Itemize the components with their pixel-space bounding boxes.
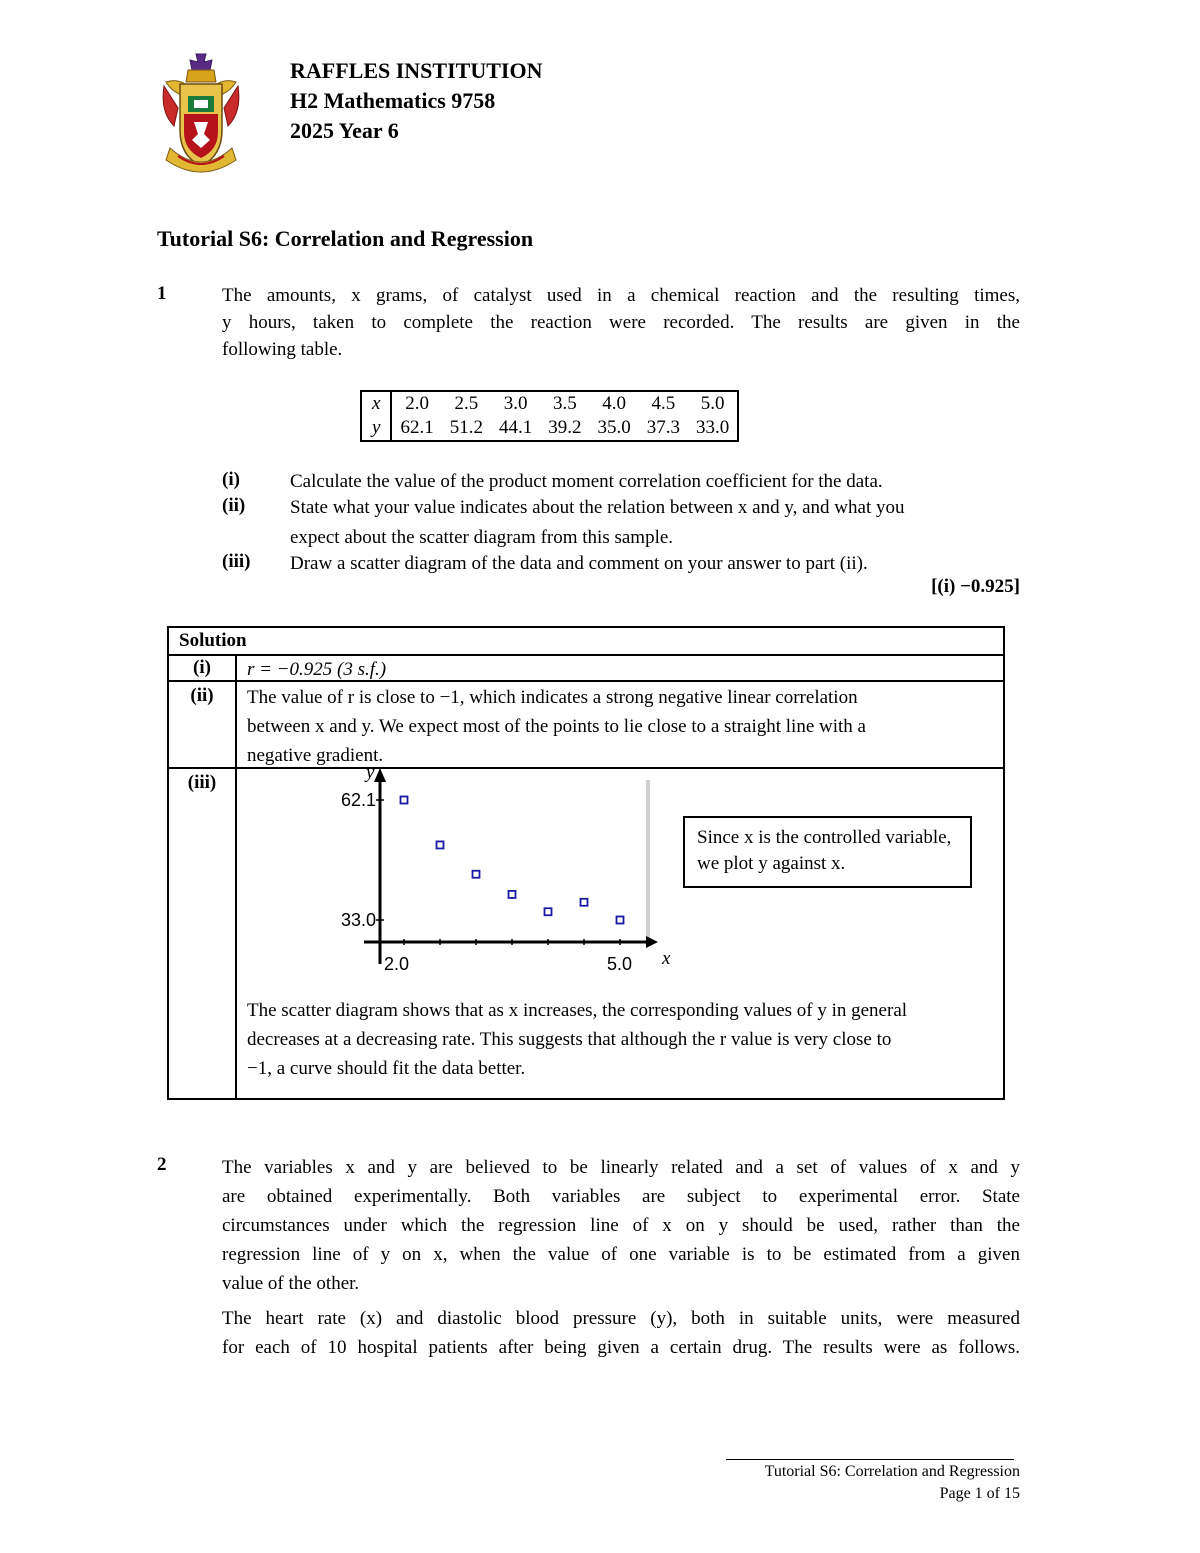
table-cell: 35.0	[597, 417, 631, 438]
part-i-label: (i)	[222, 469, 240, 490]
q2-line: circumstances under which the regression line of x on y should be used, rather than the	[222, 1215, 1020, 1236]
note-box: Since x is the controlled variable, we plot y against x.	[683, 816, 972, 888]
table-cell: 5.0	[700, 393, 725, 414]
academic-year: 2025 Year 6	[290, 118, 399, 143]
q2-line: value of the other.	[222, 1273, 360, 1294]
table-row-y	[361, 416, 738, 441]
part-i-text: Calculate the value of the product moment correlation coefficient for the data.	[290, 471, 883, 492]
solution-row-iii-label: (iii)	[187, 772, 217, 793]
q1-data-table	[360, 390, 739, 442]
table-cell: 4.0	[602, 393, 626, 414]
data-point	[473, 871, 480, 878]
q2-line: The variables x and y are believed to be linearly related and a set of values of x and y	[222, 1157, 1020, 1178]
solution-row-i-label: (i)	[193, 657, 211, 678]
data-point	[401, 797, 408, 804]
table-row-label: x	[361, 391, 391, 416]
solution-row-i-text: r = −0.925 (3 s.f.)	[247, 659, 387, 680]
solution-comment	[247, 996, 992, 1083]
solution-heading: Solution	[179, 630, 247, 651]
table-cell: 44.1	[498, 417, 533, 438]
question-2-number: 2	[157, 1154, 167, 1175]
data-point	[545, 908, 552, 915]
question-2-text	[222, 1153, 1020, 1362]
part-iii-text: Draw a scatter diagram of the data and comment on your answer to part (ii).	[290, 553, 868, 574]
crest-logo	[158, 52, 244, 180]
q2-line: are obtained experimentally. Both variables are subject to experimental error. State	[222, 1186, 1020, 1207]
x-axis-arrow	[646, 936, 658, 948]
q1-intro-line: y hours, taken to complete the reaction were recorded. The results are given in the	[222, 312, 1020, 333]
data-point	[509, 891, 516, 898]
table-row-x	[361, 391, 738, 416]
part-iii-label: (iii)	[222, 551, 251, 572]
part-ii-text: State what your value indicates about the relation between x and y, and what you	[290, 497, 905, 518]
data-point	[617, 917, 624, 924]
q1-intro-line: The amounts, x grams, of catalyst used in a chemical reaction and the resulting times,	[222, 285, 1020, 306]
part-ii-label: (ii)	[222, 495, 246, 516]
footer-title: Tutorial S6: Correlation and Regression	[764, 1463, 1020, 1480]
table-cell: 33.0	[695, 417, 730, 438]
part-ii-text-cont: expect about the scatter diagram from this sample.	[290, 527, 674, 548]
data-point	[581, 899, 588, 906]
table-cell: 2.5	[454, 393, 479, 414]
x-axis-label: x	[662, 948, 671, 969]
y-axis-arrow	[374, 768, 386, 782]
x-tick-label: 2.0	[384, 954, 410, 974]
solution-line: decreases at a decreasing rate. This suggests that although the r value is very close to	[247, 1029, 892, 1050]
q2-line: The heart rate (x) and diastolic blood pressure (y), both in suitable units, were measured	[222, 1308, 1020, 1329]
data-point	[437, 841, 444, 848]
solution-line: between x and y. We expect most of the points to lie close to a straight line with a	[247, 716, 866, 737]
solution-line: negative gradient.	[247, 745, 384, 766]
solution-line: −1, a curve should fit the data better.	[247, 1058, 526, 1079]
table-cell: 4.5	[651, 393, 676, 414]
table-cell: 51.2	[449, 417, 483, 438]
tutorial-title: Tutorial S6: Correlation and Regression	[157, 226, 534, 251]
solution-row-ii-label: (ii)	[190, 685, 214, 706]
table-cell: 37.3	[646, 417, 680, 438]
table-cell: 3.0	[503, 393, 528, 414]
y-tick-label: 62.1	[340, 790, 376, 810]
x-tick-label: 5.0	[606, 954, 632, 974]
solution-row-ii-text	[247, 683, 992, 770]
q1-answer: [(i) −0.925]	[931, 576, 1020, 597]
document-header	[290, 56, 542, 146]
footer-divider	[726, 1459, 1014, 1460]
institution-name: RAFFLES INSTITUTION	[290, 58, 543, 83]
q1-intro-line: following table.	[222, 339, 343, 360]
q2-line: regression line of y on x, when the value of one variable is to be estimated from a given	[222, 1244, 1020, 1265]
table-cell: 39.2	[548, 417, 582, 438]
table-cell: 2.0	[405, 393, 429, 414]
y-axis-label: y	[366, 762, 375, 783]
subject-code: H2 Mathematics 9758	[290, 88, 496, 113]
table-cell: 62.1	[400, 417, 434, 438]
y-tick-label: 33.0	[340, 910, 376, 930]
question-1-intro	[222, 282, 1020, 363]
divider	[235, 654, 237, 1098]
question-1-number: 1	[157, 283, 167, 304]
table-cell: 3.5	[552, 393, 577, 414]
q2-line: for each of 10 hospital patients after being given a certain drug. The results were as follows.	[222, 1337, 1020, 1358]
scatter-diagram	[330, 760, 690, 980]
table-row-label: y	[361, 416, 391, 441]
solution-line: The value of r is close to −1, which indicates a strong negative linear correlation	[247, 687, 858, 708]
footer-page-number: Page 1 of 15	[939, 1485, 1020, 1502]
solution-line: The scatter diagram shows that as x increases, the corresponding values of y in general	[247, 1000, 908, 1021]
